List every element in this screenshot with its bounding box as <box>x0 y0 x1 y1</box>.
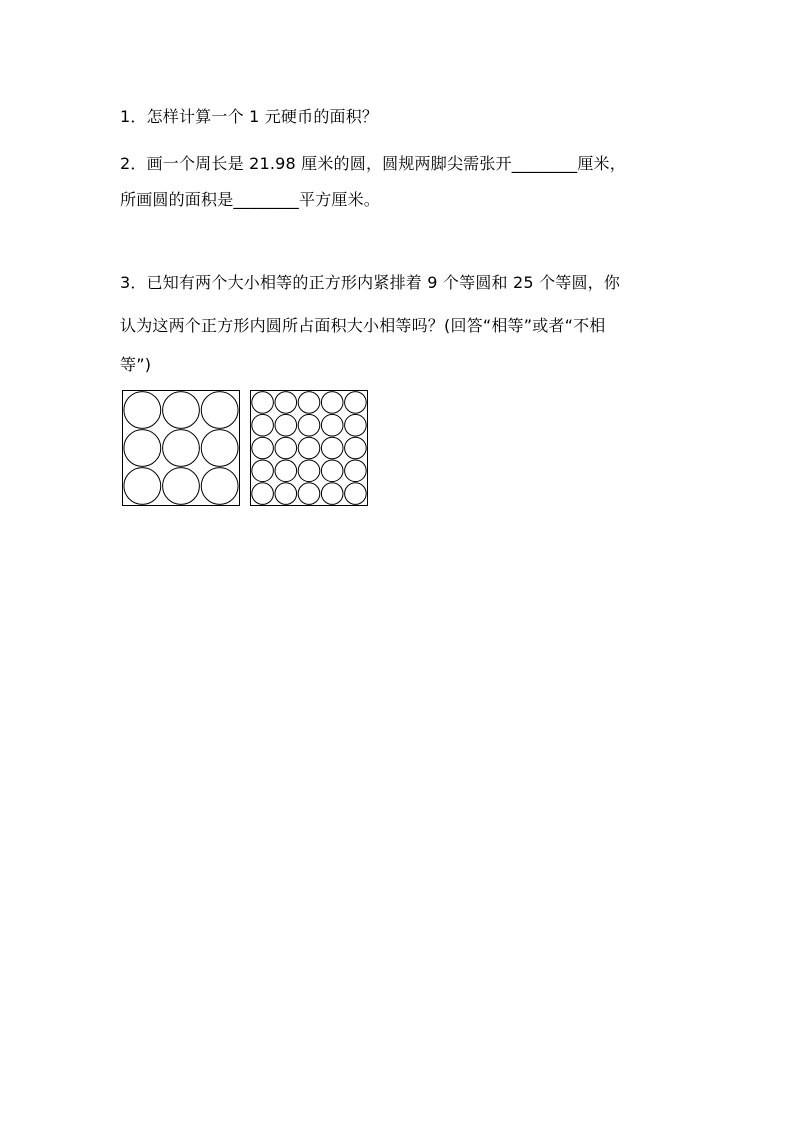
circle <box>275 392 297 414</box>
circle <box>321 392 343 414</box>
question-1-line-1: 1．怎样计算一个 1 元硬币的面积？ <box>120 107 379 126</box>
circle <box>275 437 297 459</box>
circle <box>163 468 200 505</box>
circle <box>345 414 367 436</box>
circle <box>345 392 367 414</box>
circle <box>124 392 161 429</box>
circle <box>252 483 274 505</box>
circle <box>345 483 367 505</box>
circle <box>275 460 297 482</box>
circle <box>321 437 343 459</box>
square-with-9-circles <box>122 390 240 506</box>
circle <box>275 414 297 436</box>
circles-grid-5x5 <box>251 391 367 505</box>
circle <box>252 437 274 459</box>
circle <box>163 392 200 429</box>
circle <box>298 460 320 482</box>
circle <box>201 392 238 429</box>
question-3-line-1: 3．已知有两个大小相等的正方形内紧排着 9 个等圆和 25 个等圆，你 <box>120 273 621 292</box>
circle <box>298 414 320 436</box>
circle <box>201 430 238 467</box>
circle <box>345 460 367 482</box>
circle <box>124 430 161 467</box>
question-2-line-2: 所画圆的面积是________平方厘米。 <box>120 190 381 209</box>
square-with-25-circles <box>250 390 368 506</box>
circle <box>252 392 274 414</box>
circle <box>252 414 274 436</box>
circle <box>298 483 320 505</box>
question-2-line-1: 2．画一个周长是 21.98 厘米的圆，圆规两脚尖需张开________厘米， <box>120 154 626 173</box>
circle <box>252 460 274 482</box>
circle <box>163 430 200 467</box>
circle <box>321 483 343 505</box>
circle <box>345 437 367 459</box>
circle <box>275 483 297 505</box>
circle <box>201 468 238 505</box>
circle <box>321 460 343 482</box>
circle <box>321 414 343 436</box>
question-3-line-2: 认为这两个正方形内圆所占面积大小相等吗？(回答“相等”或者“不相 <box>120 316 606 335</box>
circle <box>124 468 161 505</box>
circle <box>298 392 320 414</box>
circles-grid-3x3 <box>123 391 239 505</box>
question-3-line-3: 等”) <box>120 355 152 374</box>
circle <box>298 437 320 459</box>
